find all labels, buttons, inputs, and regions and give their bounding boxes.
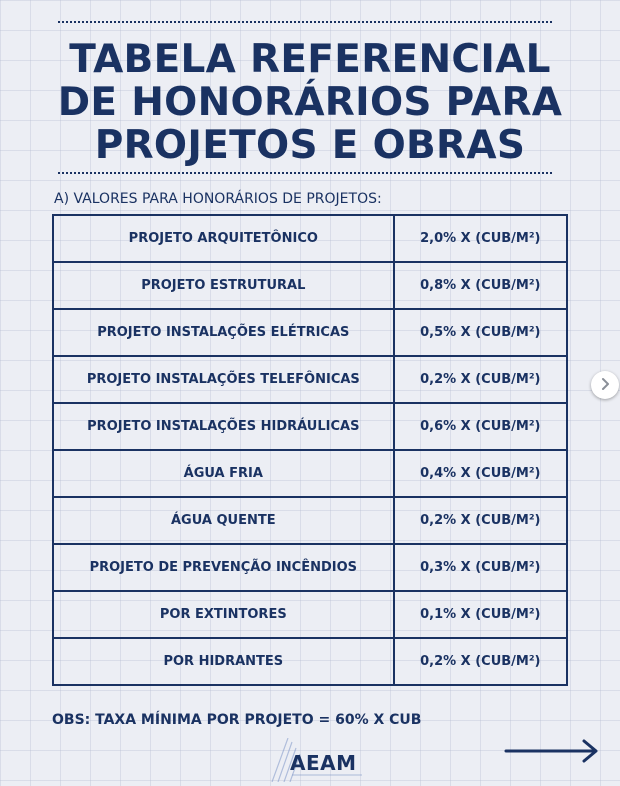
table-row	[53, 638, 567, 685]
service-cell: ÁGUA QUENTE	[53, 497, 394, 544]
service-cell: PROJETO DE PREVENÇÃO INCÊNDIOS	[53, 544, 394, 591]
title-line-3: PROJETOS E OBRAS	[94, 123, 526, 168]
rate-cell: 0,5% X (CUB/M²)	[394, 309, 567, 356]
rate-cell: 0,2% X (CUB/M²)	[394, 638, 567, 685]
service-cell: ÁGUA FRIA	[53, 450, 394, 497]
title-line-2: DE HONORÁRIOS PARA	[57, 80, 563, 125]
service-cell: PROJETO INSTALAÇÕES TELEFÔNICAS	[53, 356, 394, 403]
rate-cell: 0,3% X (CUB/M²)	[394, 544, 567, 591]
bottom-dotted-divider	[58, 172, 552, 174]
service-cell: POR HIDRANTES	[53, 638, 394, 685]
rate-cell: 0,6% X (CUB/M²)	[394, 403, 567, 450]
chevron-right-icon	[598, 376, 612, 395]
table-row	[53, 309, 567, 356]
rate-cell: 0,1% X (CUB/M²)	[394, 591, 567, 638]
table-row	[53, 591, 567, 638]
aeam-logo	[270, 738, 370, 782]
table-row	[53, 403, 567, 450]
top-dotted-divider	[58, 21, 552, 23]
table-row	[53, 215, 567, 262]
logo-text: AEAM	[290, 751, 357, 775]
table-row	[53, 497, 567, 544]
table-row	[53, 544, 567, 591]
table-row	[53, 450, 567, 497]
carousel-next-button[interactable]	[591, 371, 619, 399]
arrow-right-icon	[504, 738, 600, 764]
table-row	[53, 356, 567, 403]
service-cell: PROJETO INSTALAÇÕES HIDRÁULICAS	[53, 403, 394, 450]
title-line-1: TABELA REFERENCIAL	[69, 37, 551, 82]
service-cell: POR EXTINTORES	[53, 591, 394, 638]
rate-cell: 0,4% X (CUB/M²)	[394, 450, 567, 497]
service-cell: PROJETO INSTALAÇÕES ELÉTRICAS	[53, 309, 394, 356]
fees-table-body	[53, 215, 567, 685]
rate-cell: 0,2% X (CUB/M²)	[394, 497, 567, 544]
section-heading: A) VALORES PARA HONORÁRIOS DE PROJETOS:	[54, 191, 382, 207]
minimum-fee-note: OBS: TAXA MÍNIMA POR PROJETO = 60% X CUB	[52, 712, 422, 728]
service-cell: PROJETO ARQUITETÔNICO	[53, 215, 394, 262]
rate-cell: 2,0% X (CUB/M²)	[394, 215, 567, 262]
table-row	[53, 262, 567, 309]
fees-table	[52, 214, 568, 686]
rate-cell: 0,2% X (CUB/M²)	[394, 356, 567, 403]
page-title	[30, 38, 590, 167]
rate-cell: 0,8% X (CUB/M²)	[394, 262, 567, 309]
service-cell: PROJETO ESTRUTURAL	[53, 262, 394, 309]
